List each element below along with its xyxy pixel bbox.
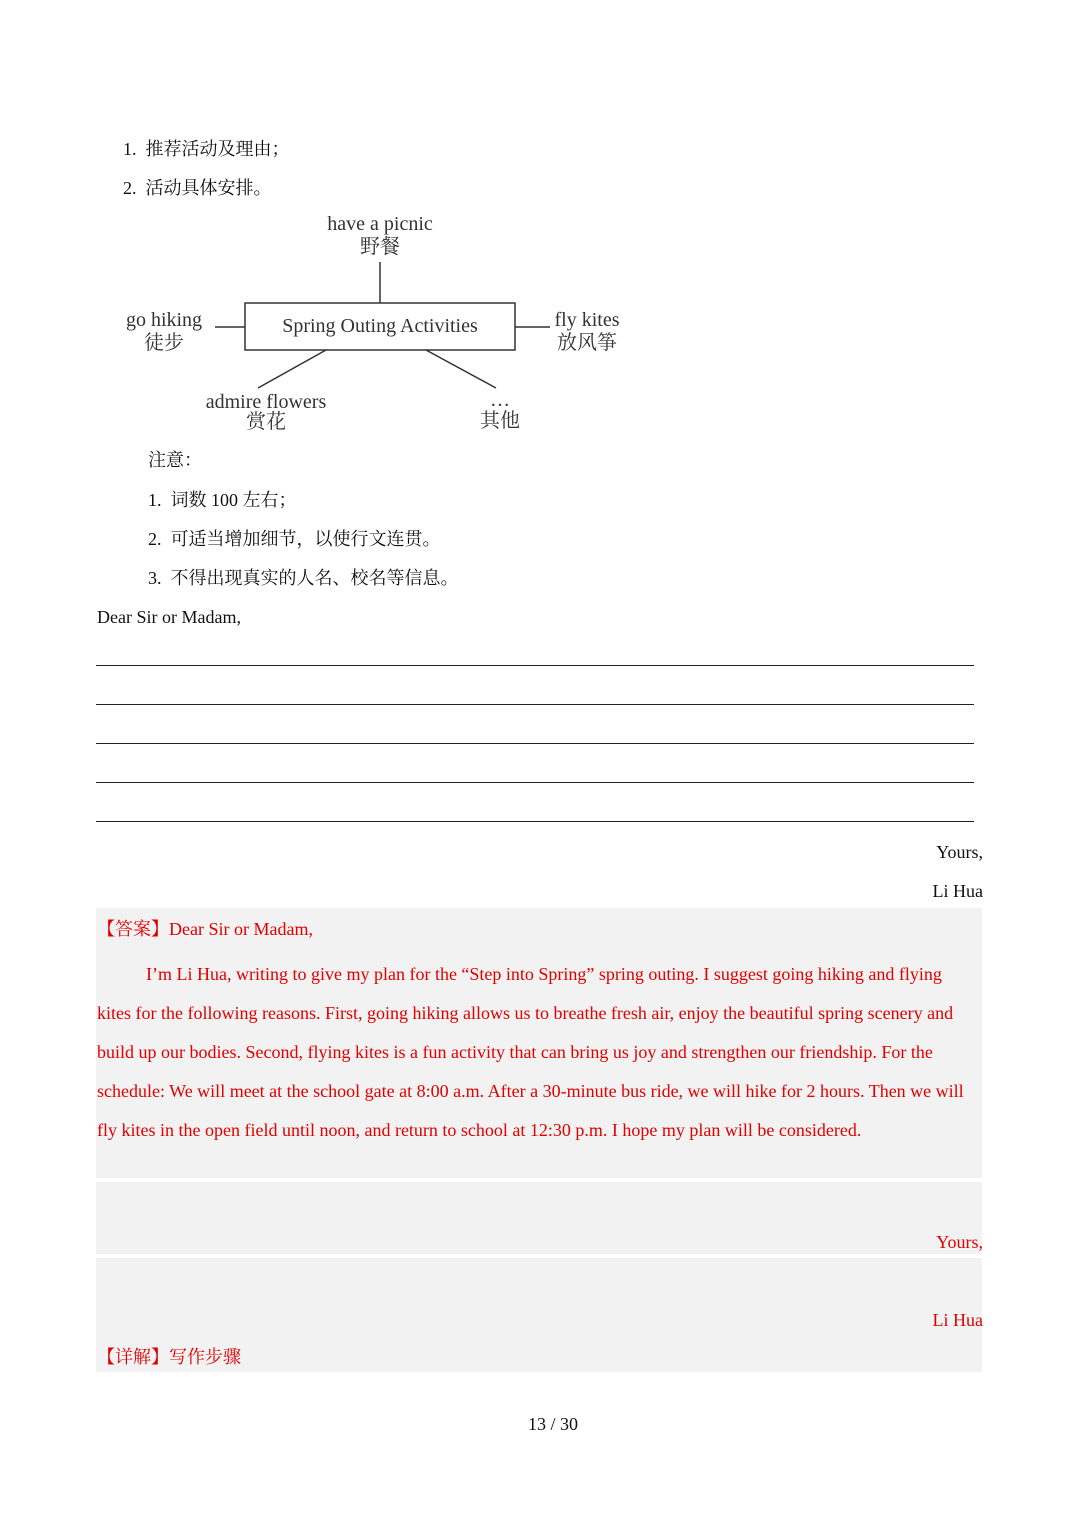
requirement-number: 2. [123, 178, 146, 198]
center-label: Spring Outing Activities [282, 315, 478, 337]
requirement-text: 活动具体安排。 [145, 178, 272, 198]
requirement-text: 推荐活动及理由； [145, 139, 290, 159]
letter-signature: Li Hua [932, 881, 983, 901]
note-text: 不得出现真实的人名、校名等信息。 [170, 568, 459, 588]
note-3 [148, 566, 459, 590]
detail-heading [97, 1345, 241, 1369]
right-zh: 放风筝 [557, 332, 617, 354]
writing-line-3 [96, 743, 974, 744]
answer-background-2 [96, 1182, 982, 1254]
answer-closing: Yours, [936, 1232, 983, 1252]
writing-line-1 [96, 665, 974, 666]
answer-salutation: Dear Sir or Madam, [169, 919, 313, 939]
writing-line-4 [96, 782, 974, 783]
connector-bottom-left [258, 350, 326, 388]
requirement-2 [123, 176, 272, 200]
writing-line-5 [96, 821, 974, 822]
note-number: 2. [148, 529, 171, 549]
connector-bottom-right [426, 350, 496, 388]
detail-text: 写作步骤 [169, 1347, 241, 1367]
requirement-number: 1. [123, 139, 146, 159]
requirement-1 [123, 137, 290, 161]
top-zh: 野餐 [360, 236, 400, 258]
letter-salutation: Dear Sir or Madam, [97, 607, 241, 627]
top-en: have a picnic [327, 213, 433, 235]
left-en: go hiking [125, 309, 203, 331]
note-2 [148, 527, 441, 551]
bottom-left-zh: 赏花 [246, 411, 286, 433]
right-en: fly kites [554, 309, 620, 331]
answer-body: I’m Li Hua, writing to give my plan for the “Step into Spring” spring outing. I suggest going hiking and flying kites for the following reasons. First, going hiking allows us to breathe fresh air, enjoy the beautiful spring scenery and build up our bodies. Second, flying kites is a fun activity that can bring us joy and strengthen our friendship. For the schedule: We will meet at the school gate at 8:00 a.m. After a 30-minute bus ride, we will hike for 2 hours. Then we will fly kites in the open field until noon, and return to school at 12:30 p.m. I hope my plan will be considered. [97, 964, 964, 1140]
bottom-left-en: admire flowers [205, 391, 327, 413]
answer-signature: Li Hua [932, 1310, 983, 1330]
letter-closing: Yours, [936, 842, 983, 862]
note-text: 词数 100 左右； [170, 490, 297, 510]
bottom-right-zh: 其他 [480, 410, 520, 432]
notes-title: 注意： [148, 450, 202, 470]
page-number: 13 / 30 [527, 1414, 578, 1434]
writing-line-2 [96, 704, 974, 705]
answer-heading [97, 917, 313, 941]
left-zh: 徒步 [144, 332, 184, 354]
activity-diagram [118, 210, 638, 440]
bottom-right-en: … [490, 389, 510, 411]
answer-tag: 【答案】 [97, 919, 169, 939]
note-number: 3. [148, 568, 171, 588]
note-number: 1. [148, 490, 171, 510]
note-text: 可适当增加细节，以使行文连贯。 [170, 529, 441, 549]
note-1 [148, 488, 297, 512]
detail-tag: 【详解】 [97, 1347, 169, 1367]
